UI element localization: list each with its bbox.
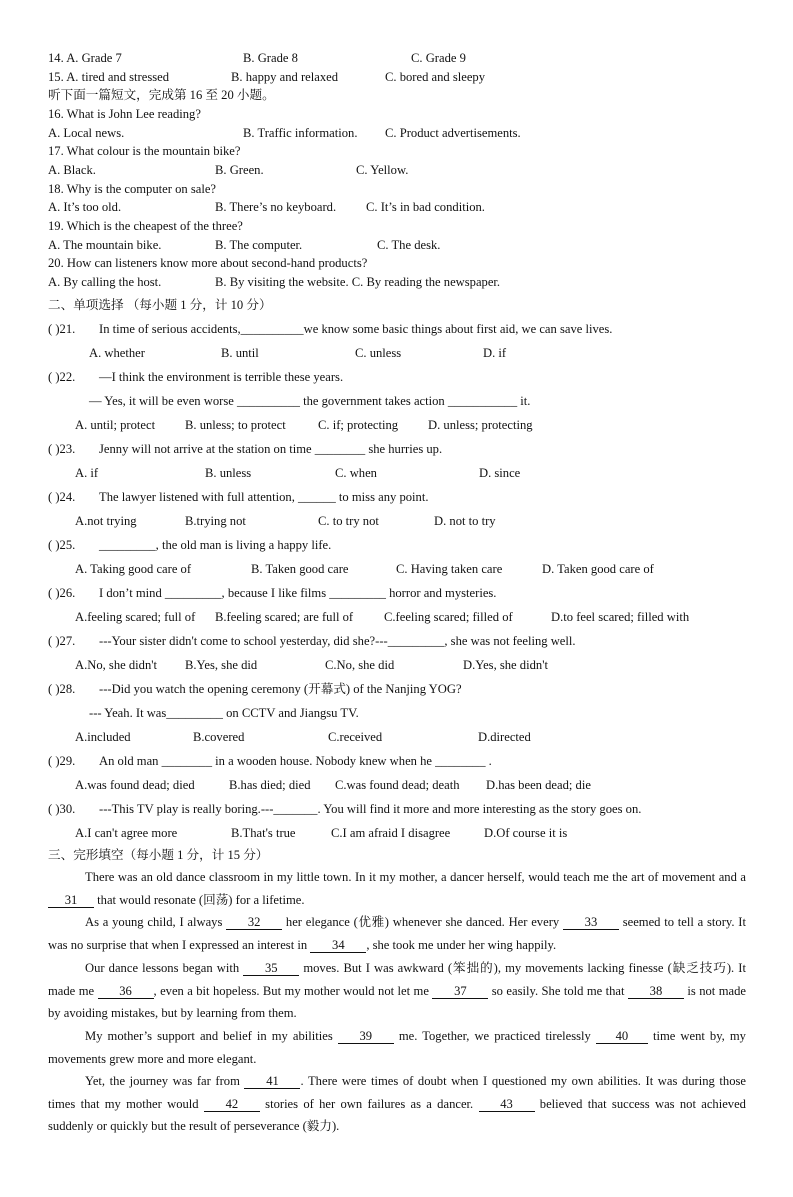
q21-option-a: A. whether xyxy=(89,346,145,360)
q20-option-bc: B. By visiting the website. C. By reading the newspaper. xyxy=(215,275,501,289)
q14-option-c: C. Grade 9 xyxy=(411,51,466,65)
cloze-blank-41: 41 xyxy=(244,1074,300,1089)
cloze-blank-32: 32 xyxy=(226,915,282,930)
q19-option-a: A. The mountain bike. xyxy=(48,238,162,252)
cloze-blank-37: 37 xyxy=(432,984,488,999)
q16-option-a: A. Local news. xyxy=(48,126,125,140)
q28-option-d: D.directed xyxy=(478,730,531,744)
q17-option-a: A. Black. xyxy=(48,163,96,177)
q24-option-a: A.not trying xyxy=(75,514,137,528)
q29-option-b: B.has died; died xyxy=(229,778,311,792)
q15-option-b: B. happy and relaxed xyxy=(231,70,339,84)
q23-number: ( )23. xyxy=(48,442,76,456)
q18-question: 18. Why is the computer on sale? xyxy=(48,182,216,196)
q18-option-c: C. It’s in bad condition. xyxy=(366,200,485,214)
cloze-paragraph-4 xyxy=(48,1025,746,1070)
cloze-text: her elegance (优雅) whenever she danced. Her every xyxy=(285,915,560,929)
q22-option-a: A. until; protect xyxy=(75,418,156,432)
q26-number: ( )26. xyxy=(48,586,76,600)
q20-question: 20. How can listeners know more about second-hand products? xyxy=(48,256,368,270)
cloze-text: so easily. She told me that xyxy=(491,983,625,998)
q25-option-b: B. Taken good care xyxy=(251,562,349,576)
cloze-paragraph-2 xyxy=(48,911,746,956)
q23-option-a: A. if xyxy=(75,466,99,480)
q17-option-b: B. Green. xyxy=(215,163,264,177)
q21-option-b: B. until xyxy=(221,346,259,360)
q19-option-b: B. The computer. xyxy=(215,238,303,252)
cloze-text: , even a bit hopeless. But my mother would not let me xyxy=(153,983,429,998)
q29-number: ( )29. xyxy=(48,754,76,768)
q30-option-a: A.I can't agree more xyxy=(75,826,178,840)
q24-option-b: B.trying not xyxy=(185,514,246,528)
q16-question: 16. What is John Lee reading? xyxy=(48,107,201,121)
q26-stem: I don’t mind _________, because I like films _________ horror and mysteries. xyxy=(99,586,497,600)
q29-option-a: A.was found dead; died xyxy=(75,778,195,792)
cloze-text: moves. But I was awkward (笨拙的), my movements lacking finesse (缺乏技巧). It made me xyxy=(48,961,746,998)
cloze-text: stories of her own failures as a dancer. xyxy=(265,1096,474,1111)
q28-stem-reply: --- Yeah. It was_________ on CCTV and Jiangsu TV. xyxy=(89,706,359,720)
q14-option-b: B. Grade 8 xyxy=(243,51,298,65)
cloze-paragraph-3 xyxy=(48,957,746,1025)
cloze-paragraph-5 xyxy=(48,1070,746,1138)
q27-stem: ---Your sister didn't come to school yesterday, did she?---_________, she was not feeling well. xyxy=(99,634,576,648)
cloze-text: time went by, my movements grew more and more elegant. xyxy=(48,1029,746,1066)
cloze-text: As a young child, I always xyxy=(85,915,223,929)
q18-option-a: A. It’s too old. xyxy=(48,200,122,214)
q16-option-b: B. Traffic information. xyxy=(243,126,358,140)
q28-option-a: A.included xyxy=(75,730,131,744)
q24-stem: The lawyer listened with full attention, ______ to miss any point. xyxy=(99,490,429,504)
cloze-text: , she took me under her wing happily. xyxy=(366,937,557,952)
q30-option-b: B.That's true xyxy=(231,826,296,840)
q26-option-a: A.feeling scared; full of xyxy=(75,610,196,624)
q24-option-c: C. to try not xyxy=(318,514,379,528)
q21-option-d: D. if xyxy=(483,346,507,360)
q16-option-c: C. Product advertisements. xyxy=(385,126,521,140)
q28-option-c: C.received xyxy=(328,730,383,744)
q15-option-c: C. bored and sleepy xyxy=(385,70,486,84)
q25-option-d: D. Taken good care of xyxy=(542,562,654,576)
q23-stem: Jenny will not arrive at the station on time ________ she hurries up. xyxy=(99,442,443,456)
q24-option-d: D. not to try xyxy=(434,514,496,528)
cloze-blank-36: 36 xyxy=(98,984,154,999)
q17-question: 17. What colour is the mountain bike? xyxy=(48,144,241,158)
cloze-blank-42: 42 xyxy=(204,1097,260,1112)
listening-instruction: 听下面一篇短文，完成第 16 至 20 小题。 xyxy=(48,88,275,102)
q26-option-d: D.to feel scared; filled with xyxy=(551,610,690,624)
cloze-blank-33: 33 xyxy=(563,915,619,930)
q26-option-b: B.feeling scared; are full of xyxy=(215,610,354,624)
q27-number: ( )27. xyxy=(48,634,76,648)
cloze-text: Our dance lessons began with xyxy=(85,961,240,975)
cloze-blank-31: 31 xyxy=(48,893,94,908)
q22-stem: —I think the environment is terrible these years. xyxy=(99,370,344,384)
section3-title: 三、完形填空（每小题 1 分，计 15 分） xyxy=(48,848,269,862)
q27-option-d: D.Yes, she didn't xyxy=(463,658,548,672)
q22-option-b: B. unless; to protect xyxy=(185,418,286,432)
q23-option-c: C. when xyxy=(335,466,377,480)
q19-question: 19. Which is the cheapest of the three? xyxy=(48,219,243,233)
q21-stem: In time of serious accidents,__________we know some basic things about first aid, we can save lives. xyxy=(99,322,613,336)
cloze-blank-35: 35 xyxy=(243,961,299,976)
q25-option-a: A. Taking good care of xyxy=(75,562,192,576)
q14-option-a: 14. A. Grade 7 xyxy=(48,51,122,65)
cloze-text: There was an old dance classroom in my little town. In it my mother, a dancer herself, would teach me the art of movement and a xyxy=(85,870,746,884)
q21-option-c: C. unless xyxy=(355,346,402,360)
q23-option-b: B. unless xyxy=(205,466,252,480)
q22-number: ( )22. xyxy=(48,370,76,384)
q23-option-d: D. since xyxy=(479,466,521,480)
q17-option-c: C. Yellow. xyxy=(356,163,409,177)
q25-option-c: C. Having taken care xyxy=(396,562,503,576)
q30-option-d: D.Of course it is xyxy=(484,826,568,840)
q18-option-b: B. There’s no keyboard. xyxy=(215,200,337,214)
q30-option-c: C.I am afraid I disagree xyxy=(331,826,451,840)
q29-option-d: D.has been dead; die xyxy=(486,778,591,792)
cloze-text: me. Together, we practiced tirelessly xyxy=(398,1029,591,1043)
q30-stem: ---This TV play is really boring.---_______. You will find it more and more interesting as the story goes on. xyxy=(99,802,642,816)
q28-stem: ---Did you watch the opening ceremony (开幕式) of the Nanjing YOG? xyxy=(99,682,462,696)
q20-option-a: A. By calling the host. xyxy=(48,275,162,289)
q29-option-c: C.was found dead; death xyxy=(335,778,460,792)
cloze-blank-34: 34 xyxy=(310,938,366,953)
q28-number: ( )28. xyxy=(48,682,76,696)
q21-number: ( )21. xyxy=(48,322,76,336)
section2-title: 二、单项选择 （每小题 1 分，计 10 分） xyxy=(48,298,272,312)
cloze-text: . There were times of doubt when I questioned my own abilities. It was during those times that my mother would xyxy=(48,1074,746,1111)
q28-option-b: B.covered xyxy=(193,730,245,744)
cloze-blank-38: 38 xyxy=(628,984,684,999)
q22-stem-reply: — Yes, it will be even worse __________ the government takes action ___________ it. xyxy=(89,394,531,408)
q24-number: ( )24. xyxy=(48,490,76,504)
cloze-text: seemed to tell a story. It was no surprise that when I expressed an interest in xyxy=(48,915,746,952)
q25-number: ( )25. xyxy=(48,538,76,552)
cloze-blank-40: 40 xyxy=(596,1029,648,1044)
cloze-paragraph-1 xyxy=(48,866,746,911)
q27-option-c: C.No, she did xyxy=(325,658,395,672)
q30-number: ( )30. xyxy=(48,802,76,816)
q22-option-d: D. unless; protecting xyxy=(428,418,533,432)
cloze-text: that would resonate (回荡) for a lifetime. xyxy=(97,892,305,907)
cloze-blank-43: 43 xyxy=(479,1097,535,1112)
q27-option-a: A.No, she didn't xyxy=(75,658,158,672)
cloze-blank-39: 39 xyxy=(338,1029,394,1044)
cloze-text: Yet, the journey was far from xyxy=(85,1074,240,1088)
q29-stem: An old man ________ in a wooden house. Nobody knew when he ________ . xyxy=(99,754,492,768)
q15-option-a: 15. A. tired and stressed xyxy=(48,70,170,84)
q26-option-c: C.feeling scared; filled of xyxy=(384,610,513,624)
q19-option-c: C. The desk. xyxy=(377,238,441,252)
q22-option-c: C. if; protecting xyxy=(318,418,399,432)
cloze-text: believed that success was not achieved suddenly or quickly but the result of perseverance (毅力). xyxy=(48,1096,746,1134)
q25-stem: _________, the old man is living a happy life. xyxy=(99,538,332,552)
q27-option-b: B.Yes, she did xyxy=(185,658,258,672)
cloze-text: is not made by avoiding mistakes, but by learning from them. xyxy=(48,983,746,1021)
cloze-text: My mother’s support and belief in my abilities xyxy=(85,1029,333,1043)
